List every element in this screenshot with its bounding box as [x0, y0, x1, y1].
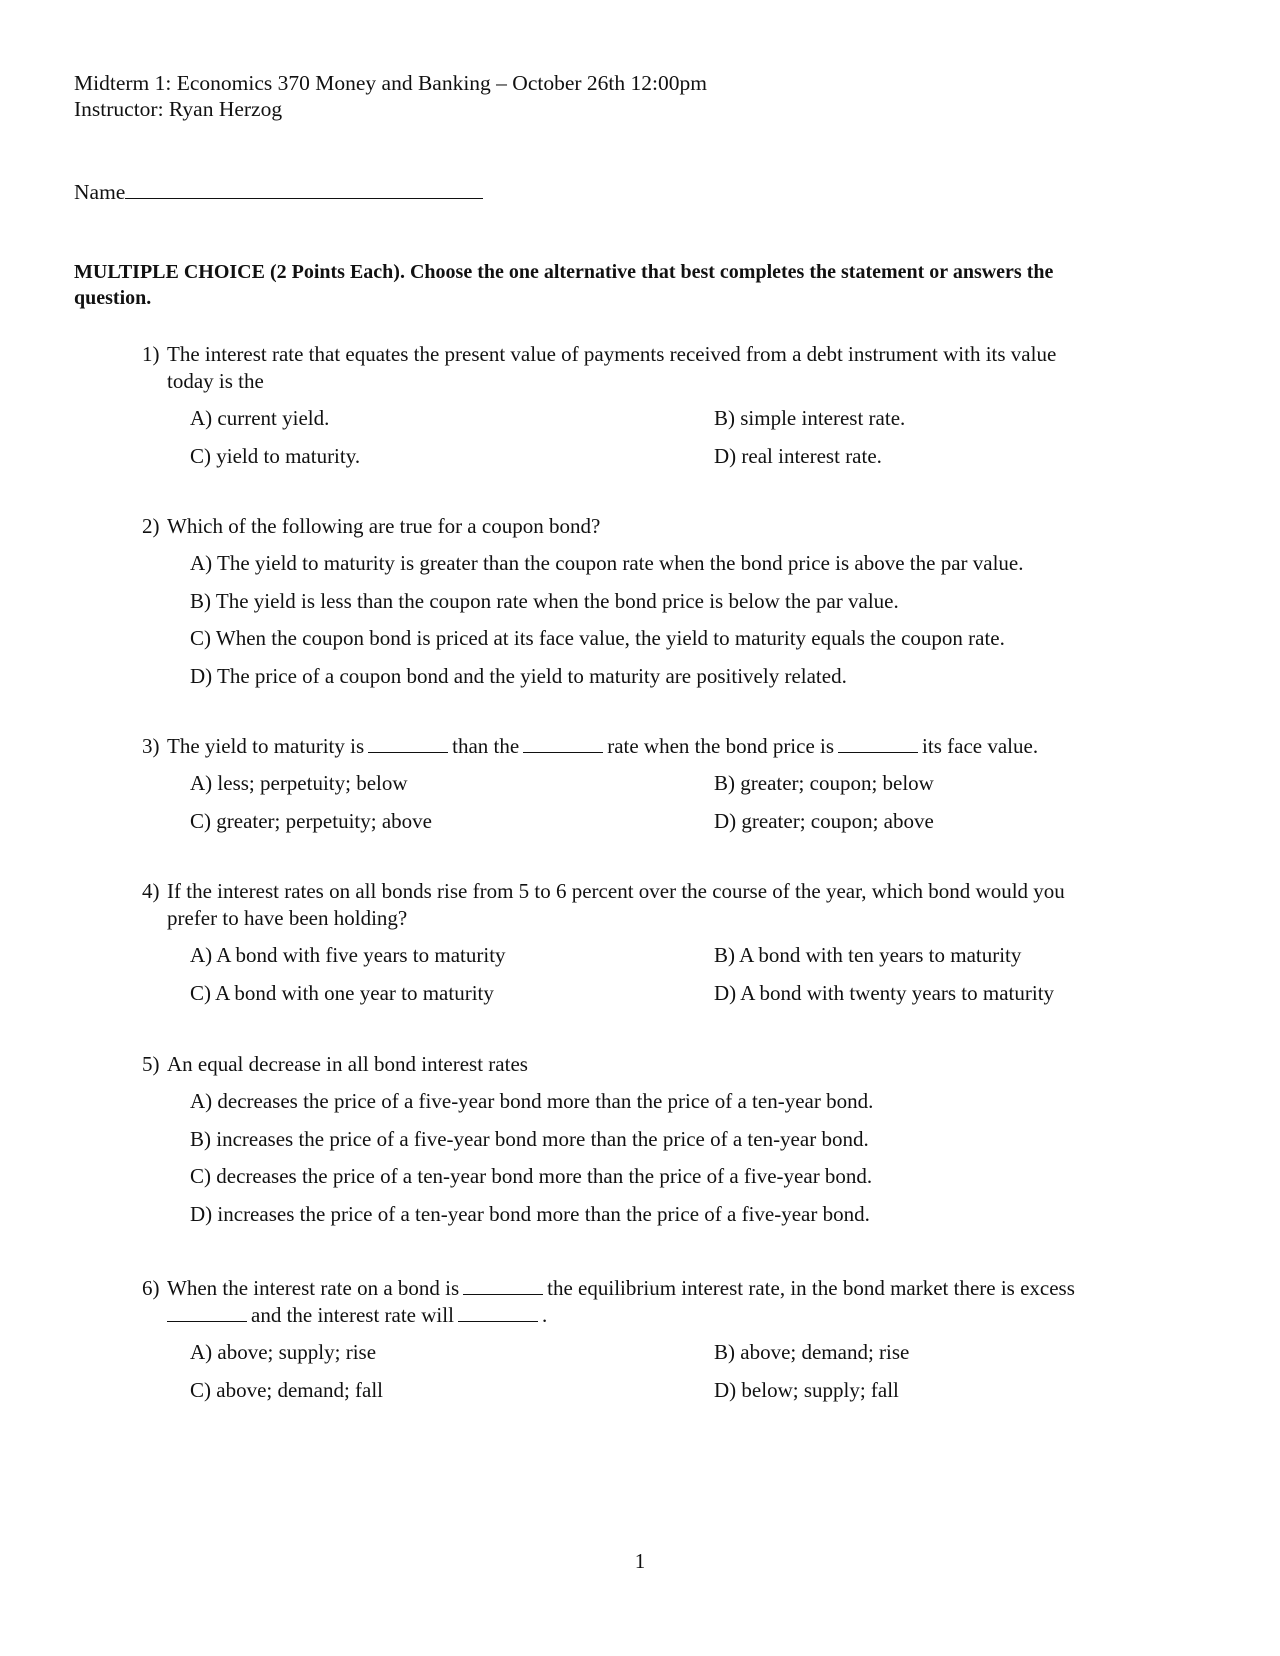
- question-number: 3): [142, 734, 160, 758]
- question-5: [142, 1051, 1134, 1238]
- stem-text: than the: [452, 734, 520, 758]
- question-stem: [142, 878, 1134, 932]
- stem-text: the equilibrium interest rate, in the bond market there is excess: [547, 1276, 1075, 1300]
- fill-in-blank: [838, 735, 918, 753]
- stem-line: today is the: [167, 369, 264, 393]
- question-stem: [142, 513, 1134, 540]
- question-1: [142, 341, 1134, 481]
- question-number: 6): [142, 1276, 160, 1300]
- question-4: [142, 878, 1134, 1018]
- option-c[interactable]: C) yield to maturity.: [190, 444, 361, 468]
- answer-options: [142, 770, 1134, 846]
- stem-line: If the interest rates on all bonds rise from 5 to 6 percent over the course of the year, which bond would you: [167, 879, 1065, 903]
- question-stem: [142, 1051, 1134, 1078]
- question-6: [142, 1275, 1134, 1415]
- option-c[interactable]: C) When the coupon bond is priced at its face value, the yield to maturity equals the coupon rate.: [190, 626, 1005, 650]
- option-d[interactable]: D) real interest rate.: [714, 444, 882, 468]
- question-number: 2): [142, 514, 160, 538]
- stem-line: [167, 733, 1134, 760]
- fill-in-blank: [167, 1304, 247, 1322]
- stem-text: When the interest rate on a bond is: [167, 1276, 460, 1300]
- answer-options: [142, 405, 1134, 481]
- stem-text: rate when the bond price is: [607, 734, 835, 758]
- instructor-line: Instructor: Ryan Herzog: [74, 97, 283, 121]
- option-a[interactable]: A) less; perpetuity; below: [190, 771, 408, 795]
- option-b[interactable]: B) simple interest rate.: [714, 406, 906, 430]
- question-number: 4): [142, 879, 160, 903]
- option-d[interactable]: D) increases the price of a ten-year bond more than the price of a five-year bond.: [190, 1201, 870, 1226]
- option-b[interactable]: B) above; demand; rise: [714, 1340, 910, 1364]
- option-b[interactable]: B) The yield is less than the coupon rate when the bond price is below the par value.: [190, 588, 899, 613]
- fill-in-blank: [463, 1277, 543, 1295]
- fill-in-blank: [458, 1304, 538, 1322]
- fill-in-blank: [523, 735, 603, 753]
- question-number: 1): [142, 342, 160, 366]
- answer-options: [142, 550, 1134, 700]
- option-d[interactable]: D) greater; coupon; above: [714, 809, 934, 833]
- option-a[interactable]: A) current yield.: [190, 406, 330, 430]
- stem-line: Which of the following are true for a coupon bond?: [167, 514, 601, 538]
- answer-options: [142, 942, 1134, 1018]
- answer-options: [142, 1088, 1134, 1238]
- stem-text: and the interest rate will: [251, 1303, 454, 1327]
- option-b[interactable]: B) increases the price of a five-year bond more than the price of a ten-year bond.: [190, 1126, 869, 1151]
- stem-line: [167, 1275, 1134, 1302]
- option-c[interactable]: C) decreases the price of a ten-year bond more than the price of a five-year bond.: [190, 1164, 873, 1188]
- question-2: [142, 513, 1134, 700]
- stem-line: An equal decrease in all bond interest rates: [167, 1052, 528, 1076]
- option-d[interactable]: D) below; supply; fall: [714, 1378, 899, 1402]
- option-b[interactable]: B) A bond with ten years to maturity: [714, 943, 1022, 967]
- question-number: 5): [142, 1052, 160, 1076]
- question-stem: [142, 341, 1134, 395]
- stem-text: its face value.: [922, 734, 1039, 758]
- option-a[interactable]: A) The yield to maturity is greater than the coupon rate when the bond price is above the par value.: [190, 551, 1024, 575]
- question-3: [142, 733, 1134, 846]
- option-c[interactable]: C) above; demand; fall: [190, 1378, 384, 1402]
- option-a[interactable]: A) above; supply; rise: [190, 1340, 377, 1364]
- option-d[interactable]: D) A bond with twenty years to maturity: [714, 981, 1055, 1005]
- instructions-line-1: MULTIPLE CHOICE (2 Points Each). Choose the one alternative that best completes the statement or answers the: [74, 261, 1054, 283]
- option-a[interactable]: A) A bond with five years to maturity: [190, 943, 506, 967]
- stem-line: The interest rate that equates the present value of payments received from a debt instrument with its value: [167, 342, 1057, 366]
- option-c[interactable]: C) A bond with one year to maturity: [190, 981, 494, 1005]
- fill-in-blank: [368, 735, 448, 753]
- answer-options: [142, 1339, 1134, 1415]
- question-stem: [142, 1275, 1134, 1329]
- name-label: Name: [74, 180, 126, 204]
- option-c[interactable]: C) greater; perpetuity; above: [190, 809, 432, 833]
- exam-title: Midterm 1: Economics 370 Money and Banking – October 26th 12:00pm: [74, 71, 707, 95]
- option-a[interactable]: A) decreases the price of a five-year bond more than the price of a ten-year bond.: [190, 1089, 874, 1113]
- stem-text: .: [541, 1303, 548, 1327]
- name-field-row: [74, 180, 483, 205]
- option-d[interactable]: D) The price of a coupon bond and the yield to maturity are positively related.: [190, 663, 847, 688]
- name-blank-line[interactable]: [125, 180, 483, 199]
- stem-line: [167, 1302, 1134, 1329]
- page-number: 1: [634, 1549, 646, 1573]
- stem-line: prefer to have been holding?: [167, 906, 408, 930]
- option-b[interactable]: B) greater; coupon; below: [714, 771, 934, 795]
- section-instructions: [74, 259, 1134, 311]
- question-stem: [142, 733, 1134, 760]
- stem-text: The yield to maturity is: [167, 734, 365, 758]
- instructions-line-2: question.: [74, 287, 152, 309]
